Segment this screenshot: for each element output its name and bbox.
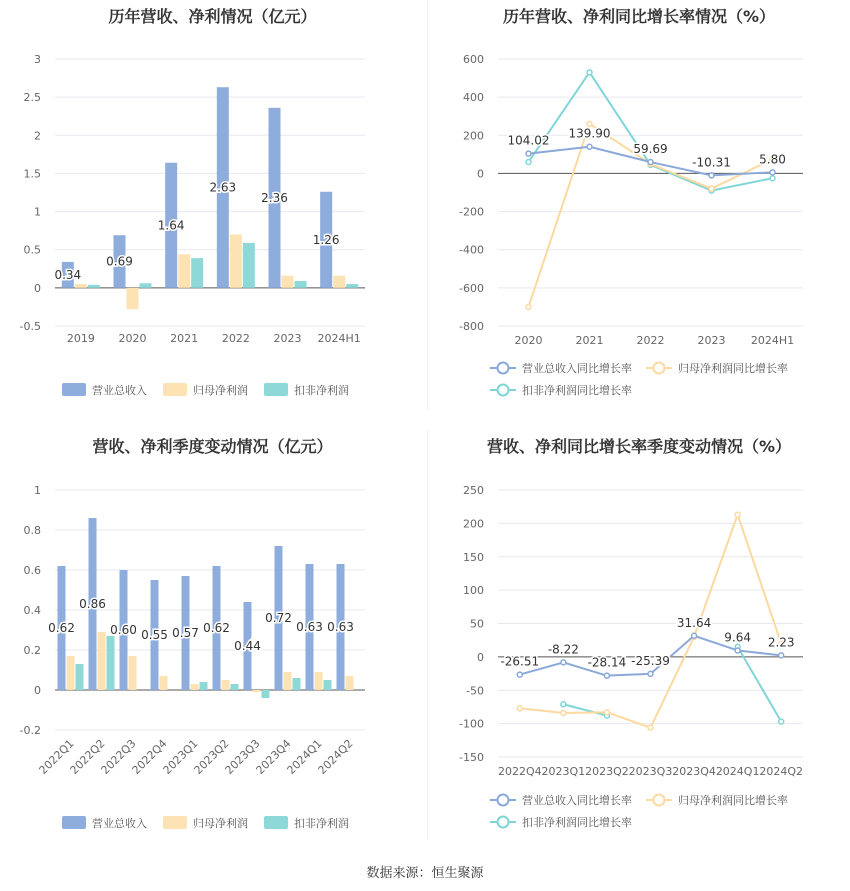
data-label: 0.62 <box>48 621 75 635</box>
legend-swatch <box>62 383 86 396</box>
series-point-扣非净利润同比增长率 <box>526 159 531 164</box>
x-tick-label: 2022 <box>636 334 665 347</box>
x-tick-label: 2022Q1 <box>36 736 77 777</box>
legend-label: 归母净利润 <box>193 817 248 830</box>
x-tick-label: 2023Q2 <box>191 736 232 777</box>
legend-marker <box>498 385 509 396</box>
quarterly-line-svg <box>428 430 850 855</box>
data-label: 59.69 <box>633 142 668 157</box>
series-point-扣非净利润同比增长率 <box>587 70 592 75</box>
data-label: 104.02 <box>507 133 550 148</box>
legend-label: 扣非净利润同比增长率 <box>522 816 632 829</box>
y-tick-label: -150 <box>459 751 484 764</box>
series-point-归母净利润同比增长率 <box>561 710 566 715</box>
data-label: 0.60 <box>110 623 137 637</box>
x-tick-label: 2022Q2 <box>67 736 108 777</box>
panel-divider <box>427 430 428 840</box>
y-tick-label: 400 <box>463 91 484 105</box>
bar-归母净利润 <box>178 254 190 288</box>
legend-label: 营业总收入同比增长率 <box>522 362 632 375</box>
series-point-营业总收入同比增长率 <box>648 160 653 165</box>
x-tick-label: 2022Q4 <box>497 765 542 778</box>
y-tick-label: 250 <box>463 484 484 497</box>
x-tick-label: 2021 <box>575 334 604 347</box>
y-tick-label: -200 <box>459 205 484 219</box>
chart-title: 营收、净利同比增长率季度变动情况（%） <box>486 437 792 456</box>
series-point-营业总收入同比增长率 <box>526 151 531 156</box>
bar-扣非净利润 <box>76 664 84 690</box>
bar-归母净利润 <box>315 672 323 690</box>
bar-归母净利润 <box>230 234 242 287</box>
data-label: 5.80 <box>759 152 786 167</box>
data-label: -26.51 <box>500 654 540 669</box>
bar-归母净利润 <box>67 656 75 690</box>
bar-扣非净利润 <box>262 690 270 698</box>
y-tick-label: 1.5 <box>23 167 41 181</box>
y-tick-label: 1 <box>34 484 41 497</box>
series-point-营业总收入同比增长率 <box>587 144 592 149</box>
bar-归母净利润 <box>284 672 292 690</box>
y-tick-label: 50 <box>470 617 484 631</box>
bar-归母净利润 <box>333 276 345 288</box>
data-label: -25.39 <box>631 653 670 668</box>
data-label: 0.69 <box>106 254 133 269</box>
x-tick-label: 2023Q2 <box>585 765 629 778</box>
data-label: 31.64 <box>676 615 712 630</box>
x-tick-label: 2023 <box>697 334 726 347</box>
bar-归母净利润 <box>191 684 199 690</box>
x-tick-label: 2023Q4 <box>253 736 294 777</box>
data-label: -28.14 <box>587 655 627 670</box>
series-point-归母净利润同比增长率 <box>526 304 531 309</box>
series-point-归母净利润同比增长率 <box>648 725 653 730</box>
x-tick-label: 2021 <box>170 332 199 345</box>
y-tick-label: 0.6 <box>23 564 41 577</box>
y-tick-label: -100 <box>459 717 484 731</box>
legend-marker <box>654 795 665 806</box>
series-point-扣非净利润同比增长率 <box>770 176 775 181</box>
x-tick-label: 2024Q1 <box>715 765 760 778</box>
x-tick-label: 2023Q1 <box>160 736 201 777</box>
panel-divider <box>427 0 428 410</box>
legend-marker <box>498 363 509 374</box>
x-tick-label: 2023Q3 <box>628 765 673 778</box>
y-tick-label: 0.2 <box>23 644 41 657</box>
y-tick-label: 0 <box>477 650 484 664</box>
x-tick-label: 2020 <box>118 332 147 345</box>
x-tick-label: 2024H1 <box>317 332 361 345</box>
y-tick-label: 3 <box>34 53 41 66</box>
x-tick-label: 2020 <box>514 334 543 347</box>
y-tick-label: 200 <box>463 517 484 531</box>
x-tick-label: 2022 <box>221 332 250 345</box>
chart-title: 历年营收、净利情况（亿元） <box>108 7 317 26</box>
quarterly-revenue-profit-chart <box>0 430 425 855</box>
y-tick-label: -0.5 <box>19 320 41 333</box>
legend-label: 扣非净利润 <box>294 817 349 830</box>
data-label: 2.36 <box>261 190 288 205</box>
legend-label: 营业总收入同比增长率 <box>522 794 632 807</box>
x-tick-label: 2019 <box>66 332 95 345</box>
y-tick-label: 150 <box>463 550 484 564</box>
bar-归母净利润 <box>127 288 139 309</box>
legend-label: 归母净利润同比增长率 <box>678 794 788 807</box>
y-tick-label: 200 <box>463 129 484 143</box>
data-label: 0.44 <box>234 639 261 653</box>
bar-扣非净利润 <box>231 684 239 690</box>
data-label: 0.34 <box>54 267 82 282</box>
legend-label: 营业总收入 <box>92 384 147 397</box>
bar-扣非净利润 <box>243 243 255 288</box>
series-point-扣非净利润同比增长率 <box>779 719 784 724</box>
y-tick-label: 0 <box>34 684 41 697</box>
x-tick-label: 2024Q2 <box>759 765 804 778</box>
series-point-营业总收入同比增长率 <box>648 671 653 676</box>
series-point-营业总收入同比增长率 <box>735 648 740 653</box>
bar-归母净利润 <box>160 676 168 690</box>
data-label: 1.64 <box>157 218 185 233</box>
legend-marker <box>498 817 509 828</box>
series-point-营业总收入同比增长率 <box>770 170 775 175</box>
x-tick-label: 2024H1 <box>750 334 795 347</box>
y-tick-label: 0.8 <box>23 524 41 537</box>
bar-扣非净利润 <box>324 680 332 690</box>
legend-swatch <box>62 816 86 829</box>
bar-归母净利润 <box>129 656 137 690</box>
data-label: 1.26 <box>312 232 340 247</box>
y-tick-label: 600 <box>463 53 484 66</box>
data-label: 0.57 <box>172 626 199 640</box>
legend-marker <box>654 363 665 374</box>
series-line-扣非净利润同比增长率 <box>563 704 607 715</box>
series-line-扣非净利润同比增长率 <box>738 647 782 722</box>
y-tick-label: 2 <box>34 129 41 143</box>
x-tick-label: 2023Q4 <box>672 765 716 778</box>
series-point-归母净利润同比增长率 <box>517 706 522 711</box>
data-label: -10.31 <box>692 155 731 170</box>
quarterly-bar-svg <box>0 430 425 855</box>
data-label: 0.72 <box>265 611 292 625</box>
x-tick-label: 2023Q1 <box>541 765 586 778</box>
y-tick-label: 0.4 <box>23 604 41 617</box>
y-tick-label: 100 <box>463 584 484 598</box>
legend-marker <box>498 795 509 806</box>
bar-扣非净利润 <box>88 285 100 288</box>
y-tick-label: -400 <box>459 243 484 257</box>
x-tick-label: 2022Q3 <box>98 736 139 777</box>
data-label: -8.22 <box>547 642 579 657</box>
bar-扣非净利润 <box>346 284 358 288</box>
y-tick-label: 0 <box>34 281 41 295</box>
bar-归母净利润 <box>346 676 354 690</box>
x-tick-label: 2022Q4 <box>129 736 170 777</box>
annual-revenue-profit-chart <box>0 0 425 410</box>
series-line-扣非净利润同比增长率 <box>529 72 773 190</box>
series-point-扣非净利润同比增长率 <box>561 702 566 707</box>
bar-扣非净利润 <box>295 281 307 288</box>
y-tick-label: 0.5 <box>23 243 41 257</box>
series-point-归母净利润同比增长率 <box>587 121 592 126</box>
series-point-营业总收入同比增长率 <box>517 672 522 677</box>
annual-growth-chart <box>428 0 850 410</box>
x-tick-label: 2024Q2 <box>315 736 356 777</box>
series-point-归母净利润同比增长率 <box>735 512 740 517</box>
series-point-营业总收入同比增长率 <box>561 660 566 665</box>
bar-扣非净利润 <box>140 283 152 288</box>
y-tick-label: 2.5 <box>23 91 41 105</box>
bar-扣非净利润 <box>191 258 203 288</box>
series-point-营业总收入同比增长率 <box>709 173 714 178</box>
data-label: 0.86 <box>79 597 106 611</box>
y-tick-label: -800 <box>459 320 484 333</box>
bar-归母净利润 <box>222 680 230 690</box>
series-point-营业总收入同比增长率 <box>692 633 697 638</box>
series-point-营业总收入同比增长率 <box>604 673 609 678</box>
y-tick-label: 1 <box>34 205 41 219</box>
y-tick-label: 0 <box>477 167 484 181</box>
chart-title: 历年营收、净利同比增长率情况（%） <box>502 7 776 26</box>
x-tick-label: 2024Q1 <box>284 736 325 777</box>
legend-label: 归母净利润 <box>193 384 248 397</box>
y-tick-label: -50 <box>466 684 484 698</box>
y-tick-label: -600 <box>459 281 484 295</box>
data-source-footer: 数据来源：恒生聚源 <box>366 866 484 881</box>
series-point-归母净利润同比增长率 <box>604 710 609 715</box>
bar-归母净利润 <box>282 276 294 288</box>
bar-扣非净利润 <box>107 636 115 690</box>
data-label: 0.62 <box>203 621 230 635</box>
annual-bar-svg <box>0 0 425 410</box>
legend-swatch <box>163 816 187 829</box>
legend-swatch <box>264 383 288 396</box>
legend-swatch <box>264 816 288 829</box>
data-label: 0.63 <box>327 620 354 634</box>
legend-swatch <box>163 383 187 396</box>
series-point-归母净利润同比增长率 <box>709 186 714 191</box>
chart-title: 营收、净利季度变动情况（亿元） <box>92 437 333 456</box>
x-tick-label: 2023Q3 <box>222 736 263 777</box>
data-label: 9.64 <box>724 630 752 645</box>
bar-归母净利润 <box>98 632 106 690</box>
data-label: 0.63 <box>296 620 323 634</box>
bar-归母净利润 <box>253 690 261 692</box>
series-point-营业总收入同比增长率 <box>779 653 784 658</box>
y-tick-label: -0.2 <box>19 724 41 737</box>
x-tick-label: 2023 <box>273 332 302 345</box>
series-line-归母净利润同比增长率 <box>520 515 781 728</box>
bar-扣非净利润 <box>293 678 301 690</box>
quarterly-growth-chart <box>428 430 850 855</box>
data-label: 0.55 <box>141 628 168 642</box>
annual-line-svg <box>428 0 850 410</box>
data-label: 2.63 <box>209 180 237 195</box>
legend-label: 扣非净利润同比增长率 <box>522 384 632 397</box>
bar-归母净利润 <box>75 284 87 288</box>
data-label: 2.23 <box>767 635 795 650</box>
legend-label: 归母净利润同比增长率 <box>678 362 788 375</box>
bar-扣非净利润 <box>200 682 208 690</box>
legend-label: 营业总收入 <box>92 817 147 830</box>
data-label: 139.90 <box>568 126 611 141</box>
legend-label: 扣非净利润 <box>294 384 349 397</box>
